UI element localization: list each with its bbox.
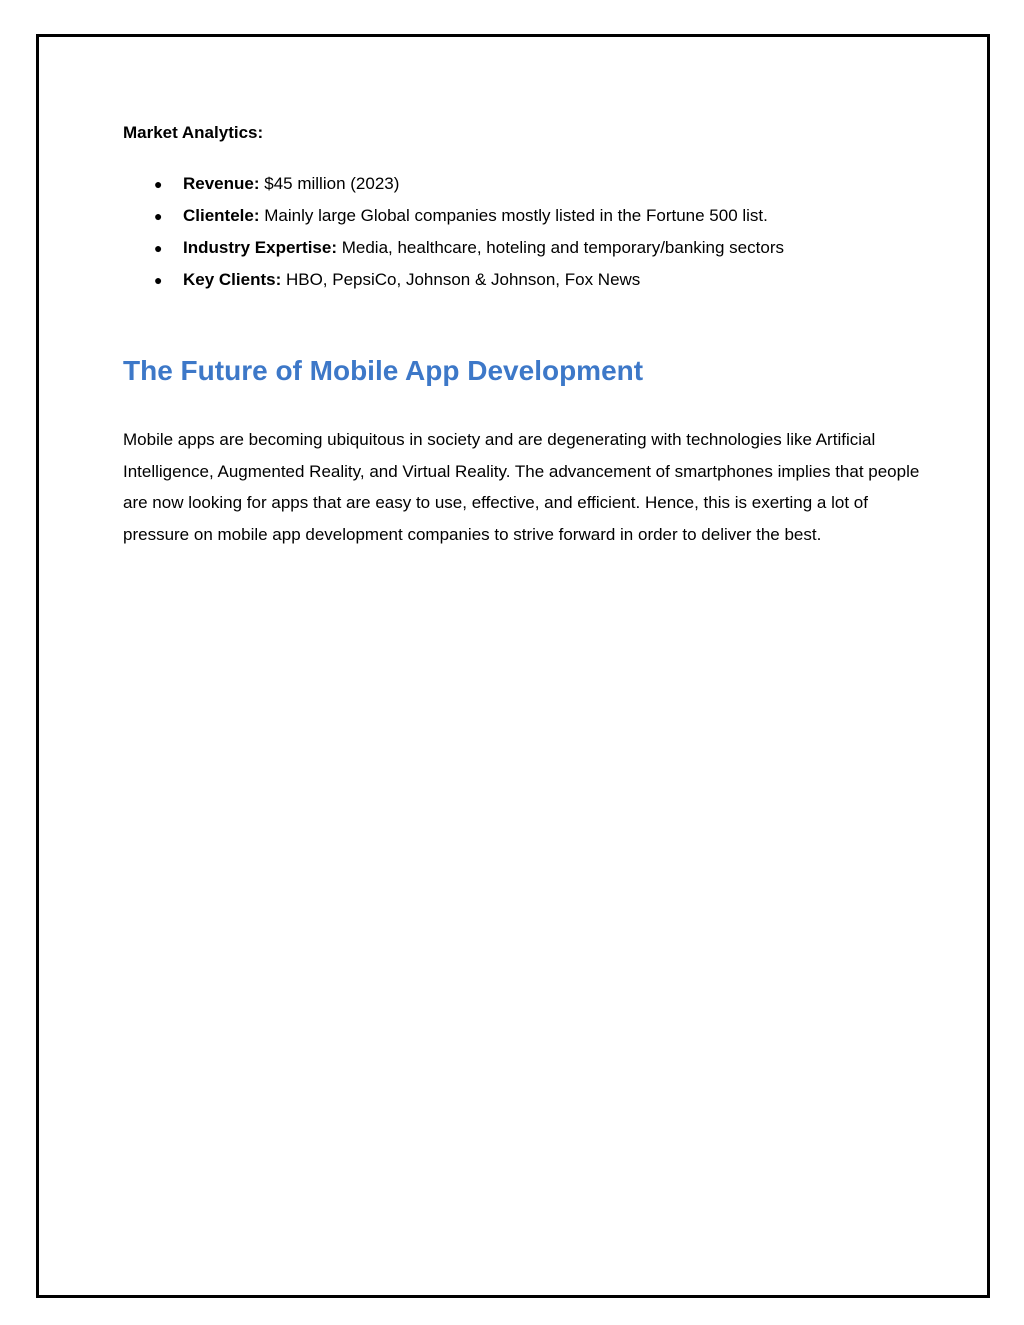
market-analytics-label: Market Analytics: (123, 123, 264, 142)
page-border (36, 34, 990, 1298)
list-item-clientele (123, 205, 784, 237)
list-item-value: Mainly large Global companies mostly listed in the Fortune 500 list. (259, 206, 768, 225)
list-item-key: Key Clients: (183, 270, 282, 289)
list-item-value: Media, healthcare, hoteling and temporary/banking sectors (337, 238, 784, 257)
list-item-value: $45 million (2023) (259, 174, 400, 193)
section-heading: The Future of Mobile App Development (123, 355, 644, 386)
list-item-key-clients (123, 269, 784, 301)
list-item-value: HBO, PepsiCo, Johnson & Johnson, Fox News (281, 270, 641, 289)
list-item-key: Industry Expertise: (183, 238, 337, 257)
market-analytics-list (123, 173, 784, 301)
bullet-icon: ● (154, 240, 163, 256)
bullet-icon: ● (154, 176, 163, 192)
list-item-key: Clientele: (183, 206, 260, 225)
bullet-icon: ● (154, 208, 163, 224)
list-item-industry-expertise (123, 237, 784, 269)
bullet-icon: ● (154, 272, 163, 288)
list-item-key: Revenue: (183, 174, 260, 193)
list-item-revenue (123, 173, 784, 205)
body-paragraph: Mobile apps are becoming ubiquitous in society and are degenerating with technologies like Artificial Intelligence, Augmented Reality, and Virtual Reality. The advancement of smartphones implies that people are now looking for apps that are easy to use, effective, and efficient. Hence, this is exerting a lot of pressure on mobile app development companies to strive forward in order to deliver the best. (123, 430, 920, 545)
